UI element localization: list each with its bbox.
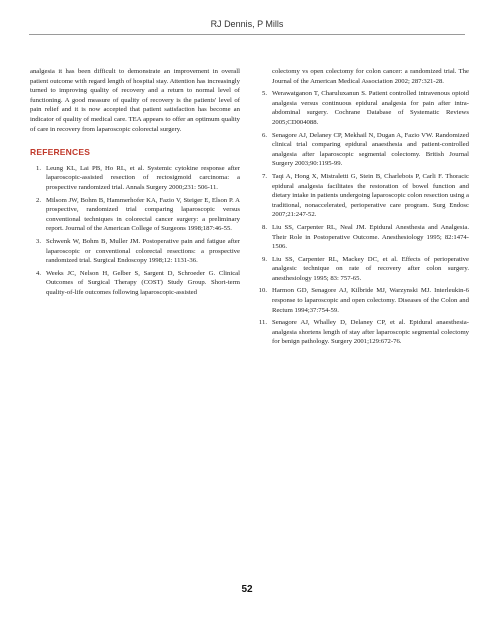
- reference-number: 10.: [258, 287, 267, 295]
- reference-item: [256, 131, 469, 169]
- reference-number: 5.: [261, 90, 267, 98]
- reference-text: Liu SS, Carpenter RL, Mackey DC, et al. Effects of perioperative analgesic technique on rate of recovery after colon surgery. anesthesiology 1995; 83: 757-65.: [272, 255, 469, 282]
- page-header: [0, 0, 494, 32]
- right-column: [256, 67, 469, 350]
- reference-item: [30, 196, 240, 234]
- reference-text: Milsom JW, Bohm B, Hammerhofer KA, Fazio V, Steiger E, Elson P. A prospective, randomized trial comparing laparoscopic versus conventional techniques in colorectal cancer surgery: a preliminary report. Journal of the American College of Surgeons 1998;187:46-55.: [46, 196, 240, 233]
- reference-continuation: [256, 67, 469, 86]
- reference-number: 7.: [261, 172, 267, 180]
- references-heading: REFERENCES: [30, 147, 91, 158]
- reference-number: 11.: [258, 319, 267, 327]
- reference-item: [30, 269, 240, 298]
- reference-item: [30, 164, 240, 193]
- reference-text: Liu SS, Carpenter RL, Neal JM. Epidural Anesthesia and Analgesia. Their Role in Postoperative Outcome. Anesthesiology 1995; 82:1474-1506.: [272, 223, 469, 251]
- reference-text: Harmon GD, Senagore AJ, Kilbride MJ, Warzynski MJ. Interleukin-6 response to laparoscopic and open colectomy. Diseases of the Colon and Rectum 1994;37:754-59.: [272, 287, 469, 314]
- reference-item: [256, 318, 469, 347]
- reference-item: [256, 286, 469, 315]
- header-divider: [29, 34, 465, 35]
- reference-text: Senagore AJ, Whalley D, Delaney CP, et al. Epidural anaesthesia-analgesia shortens length of stay after laparoscopic segmental colectomy for benign pathology. Surgery 2001;129:672-76.: [272, 319, 469, 346]
- reference-item: [256, 172, 469, 220]
- reference-list-right: [256, 89, 469, 347]
- reference-text: Schwenk W, Bohm B, Muller JM. Postoperative pain and fatigue after laparoscopic or conventional colorectal resections: a prospective randomized trial. Surgical Endoscopy 1998;12: 1131-36.: [46, 237, 240, 265]
- reference-text: Werawatganon T, Charuluxanun S. Patient controlled intravenous opioid analgesia versus continuous epidural analgesia for pain after intra-abdominal surgery. Cochrane Database of Systematic Reviews 2005;CD004088.: [272, 90, 469, 126]
- reference-number: 1.: [35, 164, 41, 172]
- reference-list-left: [30, 164, 240, 298]
- reference-text: Leung KL, Lai PB, Ho RL, et al. Systemic cytokine response after laparoscopic-assisted resection of rectosigmoid carcinoma: a prospective randomized trial. Annals Surgery 2000;231: 506-11.: [46, 164, 240, 191]
- reference-number: 3.: [35, 237, 41, 245]
- reference-number: 9.: [261, 255, 267, 263]
- reference-number: 4.: [35, 269, 41, 277]
- body-paragraph: analgesia it has been difficult to demonstrate an improvement in overall patient outcome with regard length of hospital stay. Attention has increasingly turned to improving quality of recovery and a return to normal level of functioning. A good measure of quality of recovery is the patients' level of pain relief and it is now accepted that patient satisfaction has become an indicator of quality of medical care. TEA appears to offer an optimum quality of care in recovery from laparoscopic colorectal surgery.: [30, 68, 240, 133]
- left-column: [30, 67, 240, 300]
- reference-text: colectomy vs open colectomy for colon cancer: a randomized trial. The Journal of the American Medical Association 2002; 287:321-28.: [272, 68, 469, 85]
- reference-text: Senagore AJ, Delaney CP, Mekhail N, Dugan A, Fazio VW. Randomized clinical trial comparing epidural anaesthesia and patient-controlled analgesia after laparoscopic segmental colectomy. British Journal Surgery 2003;90:1195-99.: [272, 131, 469, 168]
- reference-number: 6.: [261, 131, 267, 139]
- reference-item: [256, 255, 469, 284]
- reference-number: 2.: [35, 196, 41, 204]
- page-number: 52: [241, 584, 253, 595]
- reference-number: 8.: [261, 223, 267, 231]
- reference-text: Weeks JC, Nelson H, Gelber S, Sargent D, Schroeder G. Clinical Outcomes of Surgical Therapy (COST) Study Group. Short-term quality-of-life outcomes following laparoscopic-assisted: [46, 269, 240, 296]
- reference-item: [256, 223, 469, 252]
- running-header-authors: RJ Dennis, P Mills: [210, 19, 284, 29]
- reference-text: Taqi A, Hong X, Mistraletti G, Stein B, Charlebois P, Carli F. Thoracic epidural analgesia facilitates the restoration of bowel function and dietary intake in patients undergoing laparoscopic colon resection using a traditional, nonaccelerated, perioperative care program. Surg Endosc 2007;21:247-52.: [272, 172, 469, 219]
- reference-item: [30, 237, 240, 266]
- reference-item: [256, 89, 469, 127]
